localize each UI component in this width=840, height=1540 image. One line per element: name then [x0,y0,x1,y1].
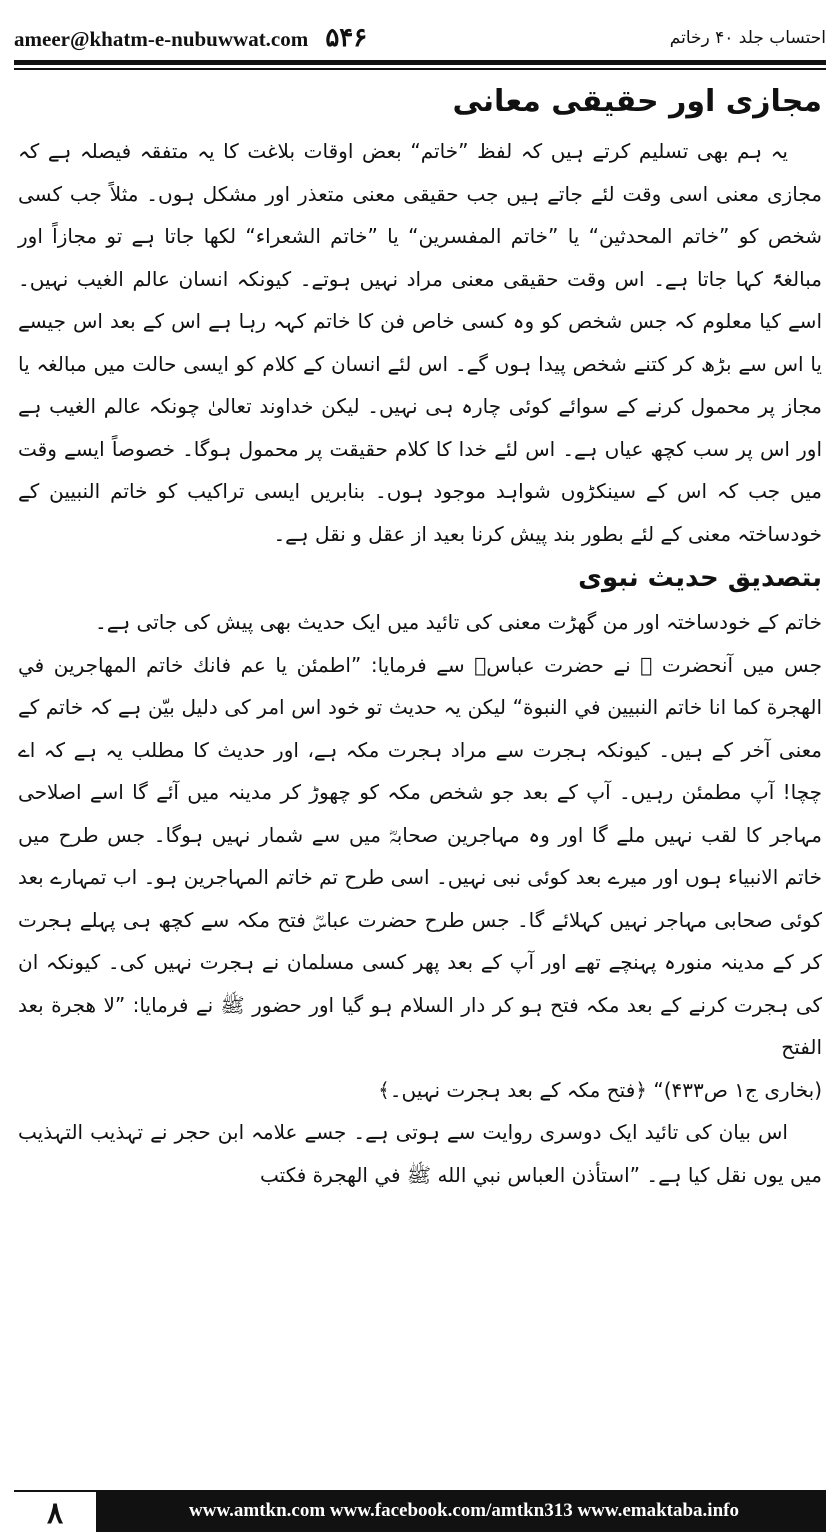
running-title: احتساب جلد ۴۰ رخاتم [669,28,826,48]
header-left [14,23,367,53]
page-footer [14,1490,826,1532]
page-body [18,74,822,1196]
header-rule-thin [14,68,826,70]
section-heading-hadith: بتصدیق حدیث نبوی [578,563,822,593]
footer-folio-number: ۸ [14,1490,96,1534]
hadith-text-part-b: “ لیکن یہ حدیث تو خود اس امر کی دلیل بیّن ہے کہ خاتم کے معنی آخر کے ہیں۔ کیونکہ ہجرت سے مراد ہجرت مکہ ہے، اور حدیث کا مطلب یہ ہے کہ اے چچا! آپ مطمئن رہیں۔ آپ کے بعد جو شخص مکہ کو چھوڑ کر مدینہ میں آئے گا اسے اصلاحی مہاجر کا لقب نہیں ملے گا اور وہ مہاجرین صحابہؓ میں سے شمار نہیں ہوگا۔ جس طرح میں خاتم الانبیاء ہوں اور میرے بعد کوئی نبی نہیں۔ اسی طرح تم خاتم المہاجرین ہو۔ اب تمہارے بعد کوئی صحابی مہاجر نہیں کہلائے گا۔ جس طرح حضرت عباسؓ فتح مکہ سے کچھ ہی پہلے ہجرت کر کے مدینہ منورہ پہنچے تھے اور آپ کے بعد پھر کسی مسلمان نے ہجرت نہیں کی۔ کیونکہ ان کی ہجرت کرنے کے بعد مکہ فتح ہو کر دار السلام ہو گیا اور حضور ﷺ نے فرمایا: ” [18,695,823,1017]
arabic-hadith-quote: اطمئن یا عم فانك خاتم المهاجرين في الهجرة كما انا خاتم النبيين في النبوة [18,652,823,719]
source-citation [18,1069,822,1112]
arabic-narration-quote: استأذن العباس نبي الله ﷺ في الهجرة فكتب [260,1162,630,1187]
narration-text: اس بیان کی تائید ایک دوسری روایت سے ہوتی ہے۔ جسے علامہ ابن حجر نے تہذیب التہذیب میں یوں نقل کیا ہے۔ ” [18,1120,822,1187]
paragraph-meanings: یہ ہم بھی تسلیم کرتے ہیں کہ لفظ ”خاتم“ بعض اوقات بلاغت کا یہ متفقہ فیصلہ ہے کہ مجازی معنی اسی وقت لئے جاتے ہیں جب حقیقی معنی متعذر اور مشکل ہوں۔ مثلاً جب کسی شخص کو ”خاتم المحدثین“ یا ”خاتم المفسرین“ یا ”خاتم الشعراء“ لکھا جاتا ہے تو مجازاً اور مبالغۃً کہا جاتا ہے۔ اس وقت حقیقی معنی مراد نہیں ہوتے۔ کیونکہ انسان عالم الغیب نہیں۔ اسے کیا معلوم کہ جس شخص کو وہ کسی خاص فن کا خاتم کہہ رہا ہے اس کے بعد اس جیسے یا اس سے بڑھ کر کتنے شخص پیدا ہوں گے۔ اس لئے انسان کے کلام کو ایسی حالت میں مبالغہ یا مجاز پر محمول کرنے کے سوائے کوئی چارہ ہی نہیں۔ لیکن خداوند تعالیٰ چونکہ عالم الغیب ہے اور اس پر سب کچھ عیاں ہے۔ اس لئے خدا کا کلام حقیقت پر محمول ہوگا۔ خصوصاً ایسے وقت میں جب کہ اس کے سینکڑوں شواہد موجود ہوں۔ بنابریں ایسی تراکیب کو خاتم النبیین کے خودساختہ معنی کے لئے بطور بند پیش کرنا بعید از عقل و نقل ہے۔ [18,139,822,546]
section-heading-metaphorical-meanings: مجازی اور حقیقی معانی [452,84,822,119]
page-number: ۵۴۶ [325,23,368,53]
hadith-text-part-c: “ ﴿فتح مکہ کے بعد ہجرت نہیں۔﴾ [378,1077,664,1102]
hadith-text-part-a: جس میں آنحضرت ﷺ نے حضرت عباسؓ سے فرمایا: ” [350,652,823,677]
citation-bukhari: (بخاری ج۱ ص۴۳۳) [663,1077,822,1102]
paragraph-hadith-intro: خاتم کے خودساختہ اور من گھڑت معنی کی تائید میں ایک حدیث بھی پیش کی جاتی ہے۔ [95,610,822,634]
paragraph-hadith-explanation [18,644,822,1112]
running-header [14,18,826,58]
email-address: ameer@khatm-e-nubuwwat.com [14,27,309,51]
footer-website-links: www.amtkn.com www.facebook.com/amtkn313 www.emaktaba.info [189,1500,739,1521]
header-rule-thick [14,60,826,65]
paragraph-supporting-narration [18,1111,822,1196]
arabic-hadith-quote-2: لا هجرة بعد الفتح [18,992,822,1059]
